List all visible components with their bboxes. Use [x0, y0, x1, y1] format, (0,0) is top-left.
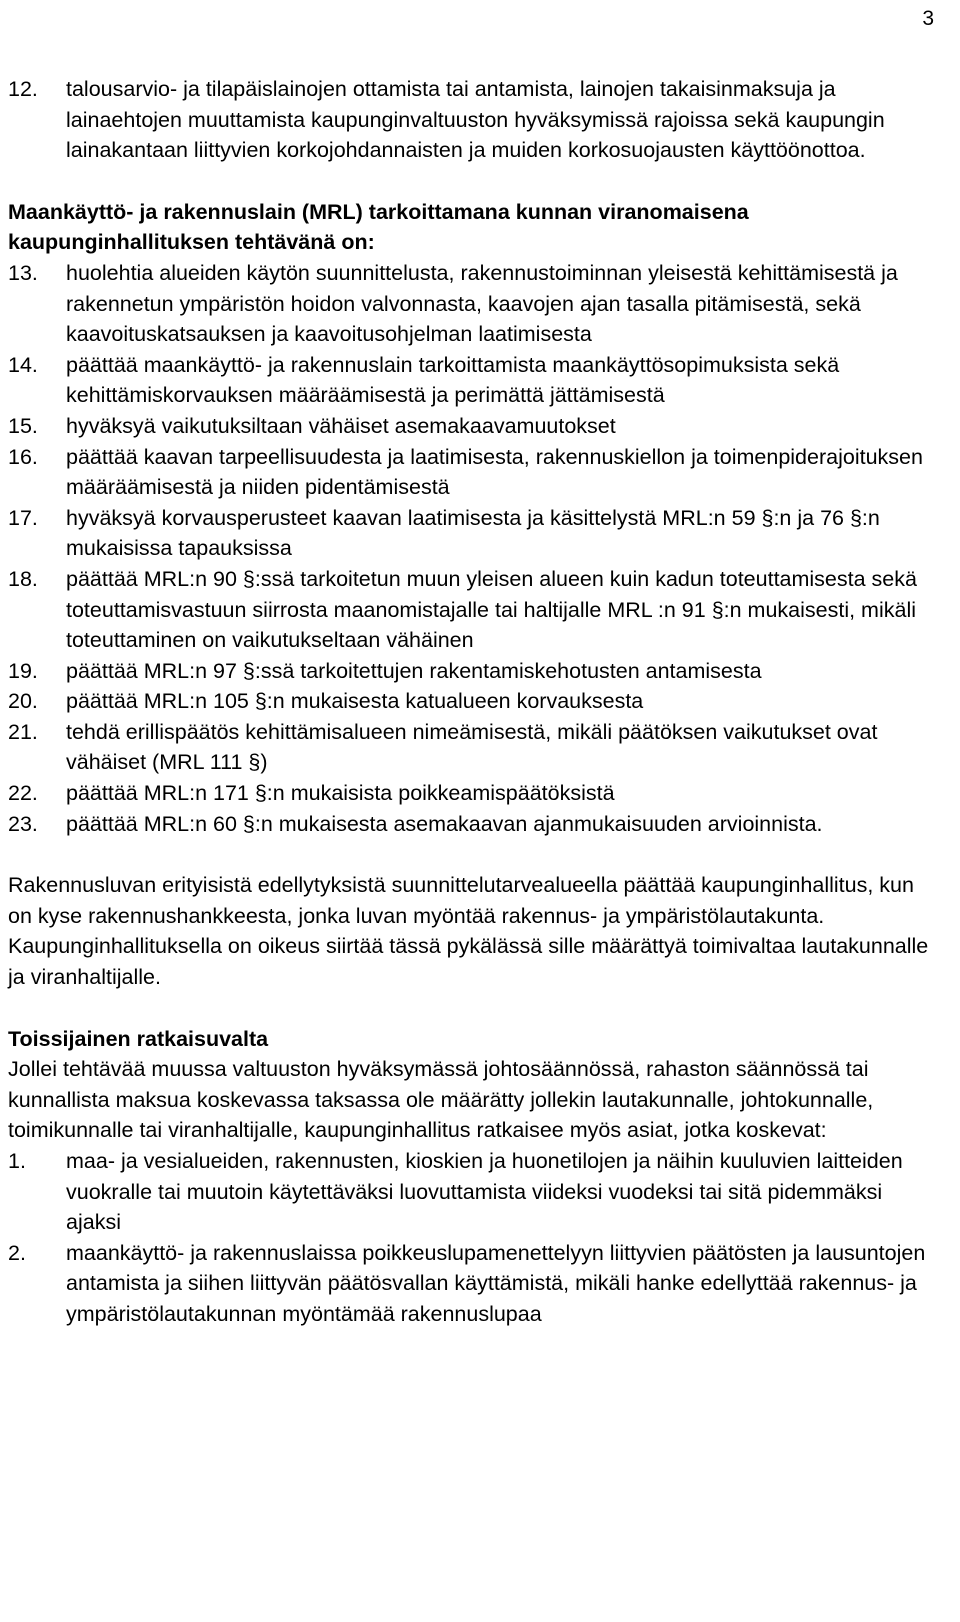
item-number: 18. — [8, 566, 38, 591]
item-number: 20. — [8, 689, 38, 714]
item-text: päättää kaavan tarpeellisuudesta ja laatimisesta, rakennuskiellon ja toimenpiderajoituksen määräämisestä ja niiden pidentämisestä — [66, 444, 923, 500]
item-text: päättää MRL:n 60 §:n mukaisesta asemakaavan ajanmukaisuuden arvioinnista. — [66, 811, 823, 836]
item-text: maankäyttö- ja rakennuslaissa poikkeuslupamenettelyyn liittyvien päätösten ja lausuntojen antamista ja siihen liittyvän päätösvallan käyttämistä, mikäli hanke edellyttää rakennus- ja ympäristölautakunnan myöntämää rakennuslupaa — [66, 1240, 926, 1326]
item-number: 12. — [8, 77, 38, 101]
item-text: päättää MRL:n 171 §:n mukaisista poikkeamispäätöksistä — [66, 781, 615, 806]
item-number: 15. — [8, 413, 38, 438]
item-number: 21. — [8, 719, 38, 744]
item-text: tehdä erillispäätös kehittämisalueen nimeämisestä, mikäli päätöksen vaikutukset ovat vähäiset (MRL 111 §) — [66, 719, 878, 775]
item-number: 23. — [8, 811, 38, 836]
item-number: 2. — [8, 1240, 26, 1265]
item-number: 1. — [8, 1149, 26, 1173]
toissijainen-intro: Jollei tehtävää muussa valtuuston hyväksymässä johtosäännössä, rahaston säännössä tai kunnallista maksua koskevassa taksassa ole määrätty jollekin lautakunnalle, johtokunnalle, toimikunnalle tai viranhaltijalle, kaupunginhallitus ratkaisee myös asiat, jotka koskevat: — [8, 1057, 874, 1143]
list-item-12 — [8, 74, 938, 166]
list-item-15 — [8, 411, 938, 442]
list-item-23 — [8, 809, 938, 840]
item-text: päättää MRL:n 97 §:ssä tarkoitettujen rakentamiskehotusten antamisesta — [66, 658, 762, 683]
item-number: 13. — [8, 260, 38, 285]
list-item-20 — [8, 686, 938, 717]
item-number: 19. — [8, 658, 38, 683]
list-item-17 — [8, 503, 938, 564]
item-text: maa- ja vesialueiden, rakennusten, kioskien ja huonetilojen ja näihin kuuluvien laitteiden vuokralle tai muutoin käytettäväksi luovuttamista viideksi vuodeksi tai sitä pidemmäksi ajaksi — [66, 1149, 903, 1235]
page-number: 3 — [922, 7, 934, 30]
list-item-16 — [8, 442, 938, 503]
list-item-18 — [8, 564, 938, 656]
paragraph-siirto: Kaupunginhallituksella on oikeus siirtää tässä pykälässä sille määrättyä toimivaltaa lautakunnalle ja viranhaltijalle. — [8, 934, 929, 990]
item-text: talousarvio- ja tilapäislainojen ottamista tai antamista, lainojen takaisinmaksuja ja lainaehtojen muuttamista kaupunginvaltuuston hyväksymissä rajoissa sekä kaupungin lainakantaan liittyvien korkojohdannaisten ja muiden korkosuojausten käyttöönottoa. — [66, 77, 885, 163]
item-text: päättää MRL:n 105 §:n mukaisesta katualueen korvauksesta — [66, 689, 644, 714]
spacer — [8, 839, 938, 870]
item-number: 17. — [8, 505, 38, 530]
document-body — [8, 74, 938, 1330]
item-text: päättää MRL:n 90 §:ssä tarkoitetun muun yleisen alueen kuin kadun toteuttamisesta sekä toteuttamisvastuun siirrosta maanomistajalle tai haltijalle MRL :n 91 §:n mukaisesti, mikäli toteuttaminen on vaikutukseltaan vähäinen — [66, 566, 917, 653]
item-number: 16. — [8, 444, 38, 469]
list-item-19 — [8, 656, 938, 687]
item-text: hyväksyä vaikutuksiltaan vähäiset asemakaavamuutokset — [66, 413, 616, 438]
item-text: päättää maankäyttö- ja rakennuslain tarkoittamista maankäyttösopimuksista sekä kehittämiskorvauksen määräämisestä ja perimättä jättämisestä — [66, 352, 840, 408]
item-number: 14. — [8, 352, 38, 377]
list-item-13 — [8, 258, 938, 350]
list-item-22 — [8, 778, 938, 809]
list-item-21 — [8, 717, 938, 778]
list-item-2 — [8, 1238, 938, 1330]
spacer — [8, 993, 938, 1024]
item-text: hyväksyä korvausperusteet kaavan laatimisesta ja käsittelystä MRL:n 59 §:n ja 76 §:n mukaisissa tapauksissa — [66, 505, 880, 561]
list-item-14 — [8, 350, 938, 411]
paragraph-rakennuslupa: Rakennusluvan erityisistä edellytyksistä suunnittelutarvealueella päättää kaupunginhallitus, kun on kyse rakennushankkeesta, jonka luvan myöntää rakennus- ja ympäristölautakunta. — [8, 873, 914, 928]
item-number: 22. — [8, 781, 38, 806]
list-item-1 — [8, 1146, 938, 1238]
spacer — [8, 166, 938, 197]
item-text: huolehtia alueiden käytön suunnittelusta, rakennustoiminnan yleisestä kehittämisestä ja rakennetun ympäristön hoidon valvonnasta, kaavojen ajan tasalla pitämisestä, sekä kaavoituskatsauksen ja kaavoitusohjelman laatimisesta — [66, 260, 898, 347]
toissijainen-heading: Toissijainen ratkaisuvalta — [8, 1026, 269, 1051]
mrl-heading: Maankäyttö- ja rakennuslain (MRL) tarkoittamana kunnan viranomaisena kaupunginhallituksen tehtävänä on: — [8, 199, 749, 255]
